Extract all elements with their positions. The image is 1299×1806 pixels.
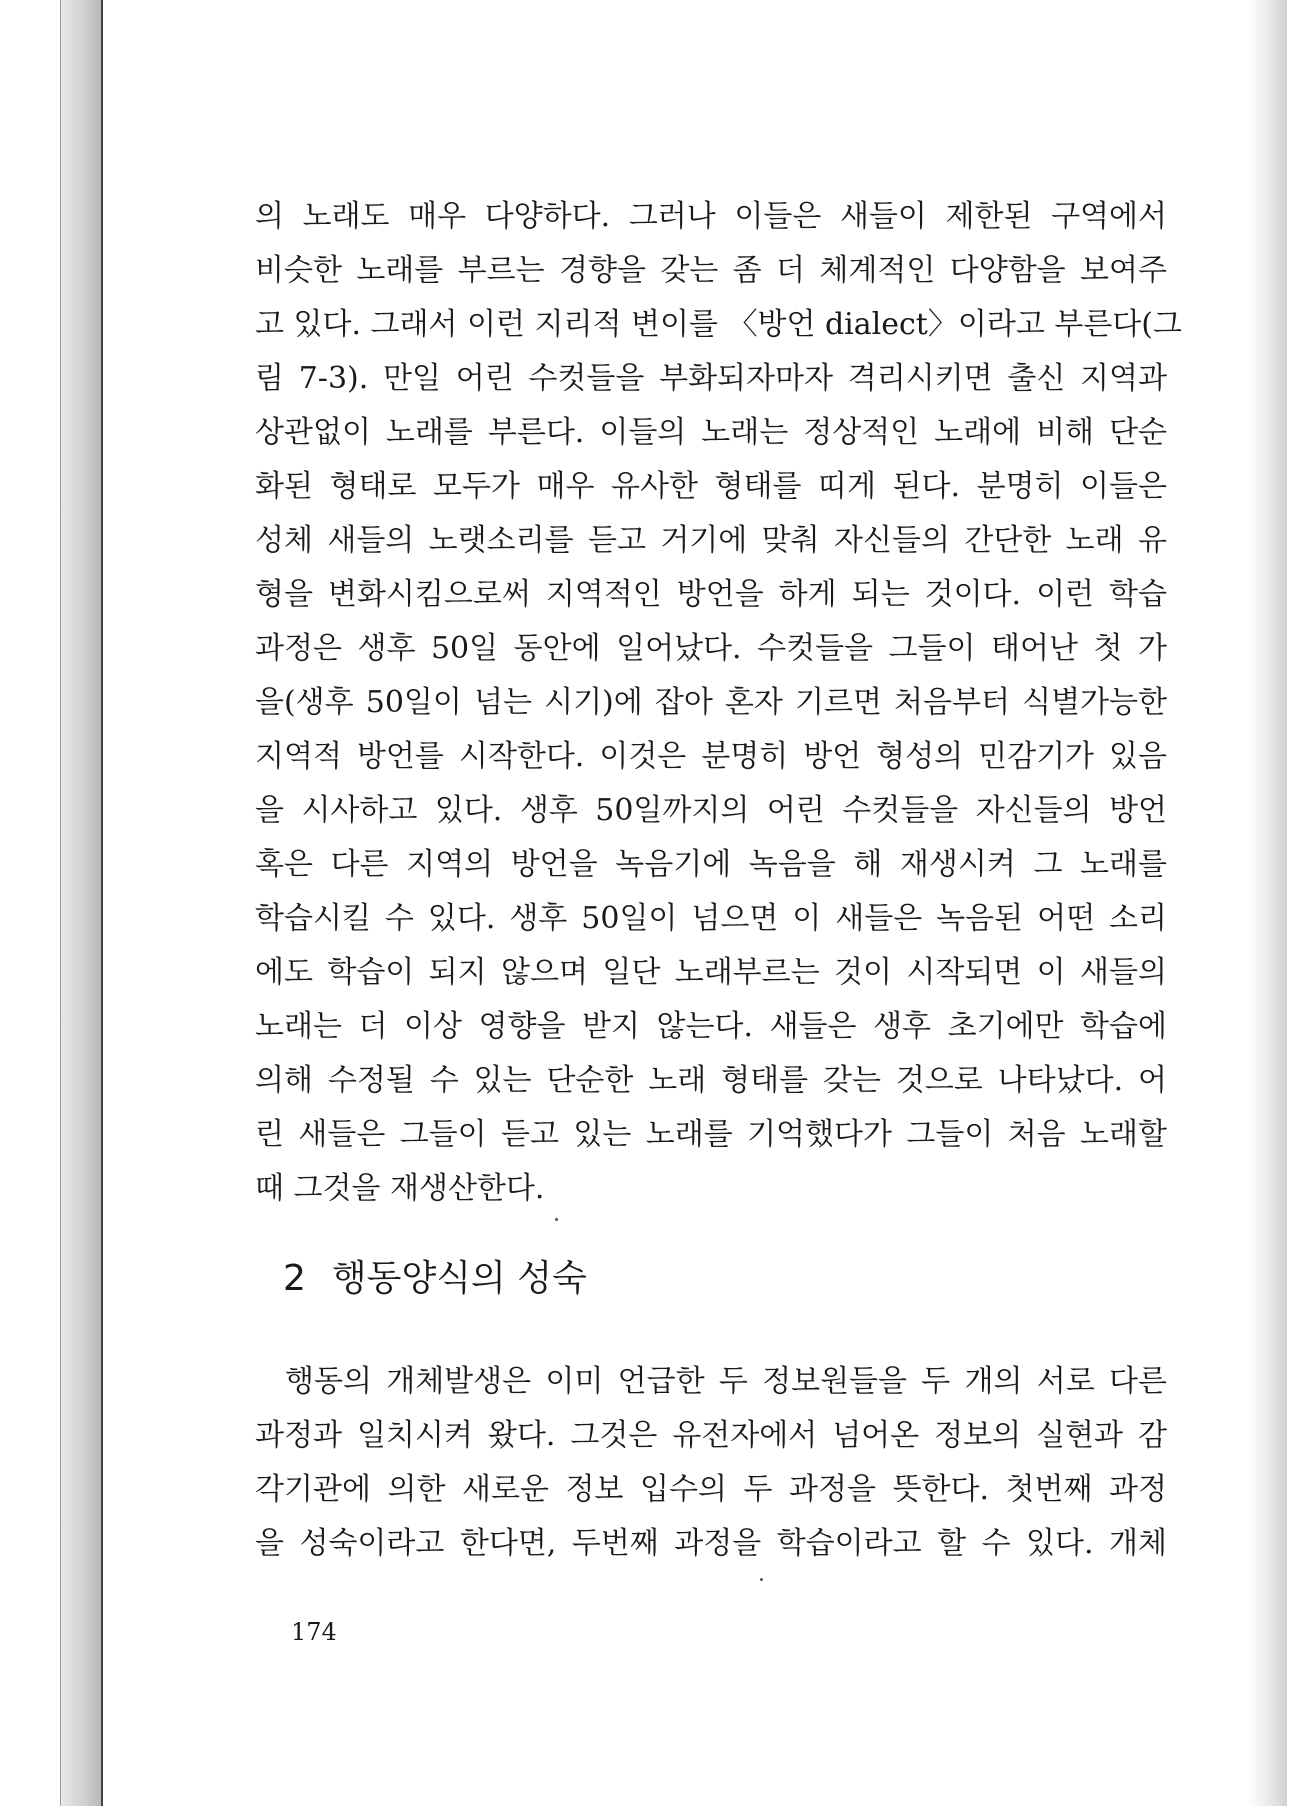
text-line: 을 시사하고 있다. 생후 50일까지의 어린 수컷들을 자신들의 방언	[255, 793, 1167, 828]
text-line: 때 그것을 재생산한다.	[255, 1171, 545, 1206]
print-speck	[760, 1578, 763, 1581]
text-line: 고 있다. 그래서 이런 지리적 변이를 〈방언 dialect〉이라고 부른다(그	[255, 307, 1182, 342]
text-line: 린 새들은 그들이 듣고 있는 노래를 기억했다가 그들이 처음 노래할	[255, 1117, 1167, 1152]
text-line: 노래는 더 이상 영향을 받지 않는다. 새들은 생후 초기에만 학습에	[255, 1009, 1167, 1044]
text-line: 행동의 개체발생은 이미 언급한 두 정보원들을 두 개의 서로 다른	[285, 1364, 1167, 1399]
text-line: 학습시킬 수 있다. 생후 50일이 넘으면 이 새들은 녹음된 어떤 소리	[255, 901, 1167, 936]
book-page-edge	[60, 0, 102, 1806]
text-line: 화된 형태로 모두가 매우 유사한 형태를 띠게 된다. 분명히 이들은	[255, 469, 1167, 504]
text-line: 혹은 다른 지역의 방언을 녹음기에 녹음을 해 재생시켜 그 노래를	[255, 847, 1167, 882]
text-line: 과정은 생후 50일 동안에 일어났다. 수컷들을 그들이 태어난 첫 가	[255, 631, 1167, 666]
body-paragraph-1	[255, 190, 1182, 1216]
section-number: 2	[283, 1258, 306, 1299]
text-line: 을(생후 50일이 넘는 시기)에 잡아 혼자 기르면 처음부터 식별가능한	[255, 685, 1167, 720]
page-number: 174	[291, 1618, 337, 1646]
text-line: 성체 새들의 노랫소리를 듣고 거기에 맞춰 자신들의 간단한 노래 유	[255, 523, 1167, 558]
text-line: 을 성숙이라고 한다면, 두번째 과정을 학습이라고 할 수 있다. 개체	[255, 1526, 1167, 1561]
page-gutter-shadow	[1247, 0, 1287, 1806]
print-speck	[555, 1218, 558, 1221]
text-line: 각기관에 의한 새로운 정보 입수의 두 과정을 뜻한다. 첫번째 과정	[255, 1472, 1167, 1507]
text-line: 의 노래도 매우 다양하다. 그러나 이들은 새들이 제한된 구역에서	[255, 199, 1167, 234]
text-line: 지역적 방언를 시작한다. 이것은 분명히 방언 형성의 민감기가 있음	[255, 739, 1167, 774]
text-line: 의해 수정될 수 있는 단순한 노래 형태를 갖는 것으로 나타났다. 어	[255, 1063, 1167, 1098]
body-paragraph-2	[255, 1355, 1167, 1571]
text-line: 과정과 일치시켜 왔다. 그것은 유전자에서 넘어온 정보의 실현과 감	[255, 1418, 1167, 1453]
section-title: 행동양식의 성숙	[331, 1258, 587, 1299]
text-line: 림 7-3). 만일 어린 수컷들을 부화되자마자 격리시키면 출신 지역과	[255, 361, 1167, 396]
text-line: 에도 학습이 되지 않으며 일단 노래부르는 것이 시작되면 이 새들의	[255, 955, 1167, 990]
text-line: 상관없이 노래를 부른다. 이들의 노래는 정상적인 노래에 비해 단순	[255, 415, 1167, 450]
section-heading	[283, 1250, 587, 1301]
text-line: 비슷한 노래를 부르는 경향을 갖는 좀 더 체계적인 다양함을 보여주	[255, 253, 1167, 288]
text-line: 형을 변화시킴으로써 지역적인 방언을 하게 되는 것이다. 이런 학습	[255, 577, 1167, 612]
